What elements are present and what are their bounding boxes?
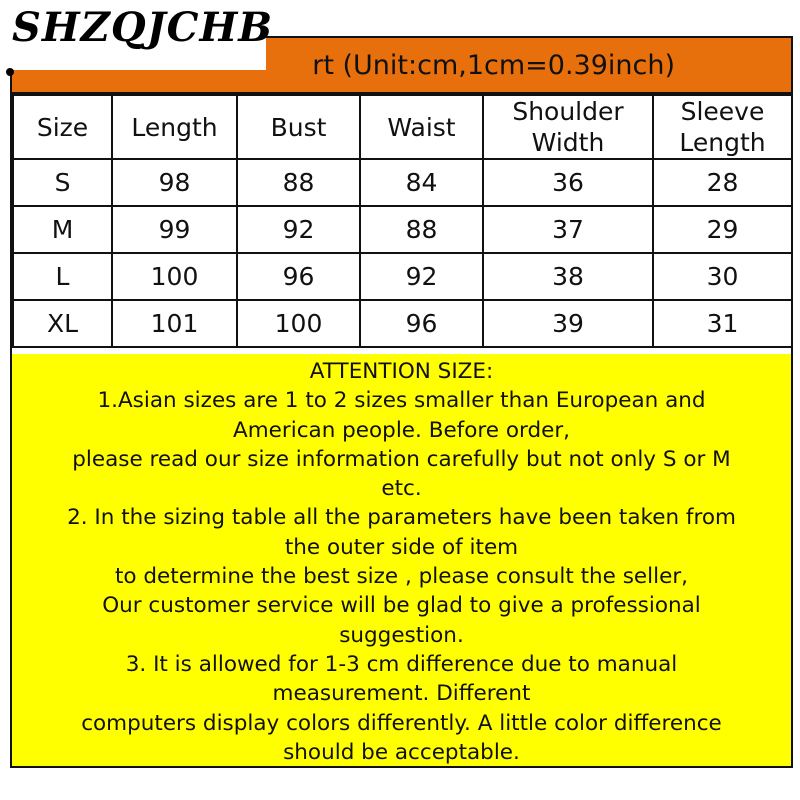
brand-watermark: SHZQJCHB	[0, 0, 266, 70]
table-cell: XL	[13, 300, 112, 347]
size-table	[12, 94, 793, 348]
table-cell: 37	[483, 206, 653, 253]
table-cell: 39	[483, 300, 653, 347]
table-cell: M	[13, 206, 112, 253]
table-cell: 98	[112, 159, 237, 206]
column-header-sleeve-length: Sleeve Length	[653, 95, 792, 159]
table-cell: 30	[653, 253, 792, 300]
table-cell: 36	[483, 159, 653, 206]
note-line: should be acceptable.	[283, 739, 520, 765]
table-cell: 84	[360, 159, 483, 206]
column-header-waist: Waist	[360, 95, 483, 159]
table-row	[13, 206, 792, 253]
column-header-length: Length	[112, 95, 237, 159]
table-header-row	[13, 95, 792, 159]
table-cell: 96	[237, 253, 360, 300]
table-cell: 92	[360, 253, 483, 300]
table-cell: 92	[237, 206, 360, 253]
column-header-shoulder-width: Shoulder Width	[483, 95, 653, 159]
table-cell: 100	[237, 300, 360, 347]
note-line: suggestion.	[339, 622, 464, 648]
note-line: 2. In the sizing table all the parameters have been taken from	[67, 505, 736, 531]
table-cell: S	[13, 159, 112, 206]
table-cell: 29	[653, 206, 792, 253]
table-cell: 28	[653, 159, 792, 206]
table-cell: 88	[237, 159, 360, 206]
table-cell: 100	[112, 253, 237, 300]
watermark-dot	[6, 68, 14, 76]
note-line: Our customer service will be glad to give a professional	[102, 593, 701, 619]
notes-heading: ATTENTION SIZE:	[309, 359, 494, 384]
table-cell: 96	[360, 300, 483, 347]
note-line: 1.Asian sizes are 1 to 2 sizes smaller than European and	[97, 388, 706, 414]
table-cell: 31	[653, 300, 792, 347]
note-line: measurement. Different	[272, 681, 531, 707]
note-line: please read our size information carefully but not only S or M	[72, 446, 731, 472]
size-chart-title: rt (Unit:cm,1cm=0.39inch)	[12, 38, 791, 94]
note-line: 3. It is allowed for 1-3 cm difference due to manual	[125, 651, 678, 677]
table-row	[13, 159, 792, 206]
note-line: American people. Before order,	[233, 417, 570, 443]
table-cell: 99	[112, 206, 237, 253]
table-row	[13, 253, 792, 300]
size-chart	[10, 36, 793, 768]
note-line: the outer side of item	[284, 534, 519, 560]
column-header-bust: Bust	[237, 95, 360, 159]
note-line: to determine the best size , please consult the seller,	[114, 564, 688, 590]
note-line: etc.	[381, 476, 422, 502]
table-cell: 88	[360, 206, 483, 253]
note-line: computers display colors differently. A little color difference	[81, 710, 722, 736]
table-cell: 101	[112, 300, 237, 347]
attention-notes	[12, 354, 791, 766]
table-cell: 38	[483, 253, 653, 300]
table-cell: L	[13, 253, 112, 300]
column-header-size: Size	[13, 95, 112, 159]
table-row	[13, 300, 792, 347]
